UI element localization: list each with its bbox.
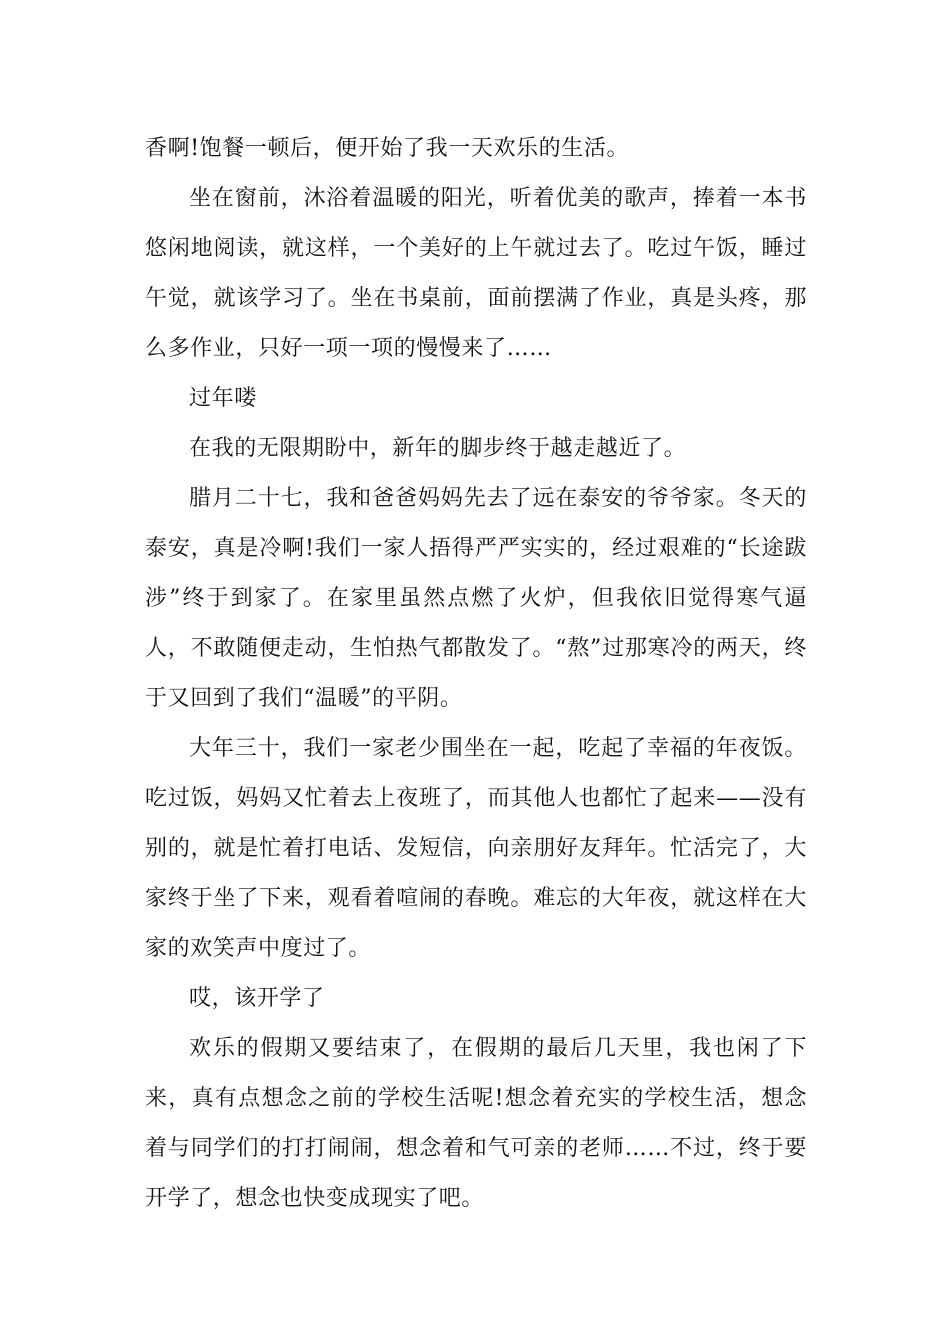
section-heading-new-year: 过年喽 bbox=[189, 386, 257, 411]
paragraph-taian-trip: 腊月二十七，我和爸爸妈妈先去了远在泰安的爷爷家。冬天的泰安，真是冷啊!我们一家人捂得严严实实的，经过艰难的“长途跋涉”终于到家了。在家里虽然点燃了火炉，但我依旧觉得寒气逼人，不敢随便走动，生怕热气都散发了。“熬”过那寒冷的两天，终于又回到了我们“温暖”的平阴。 bbox=[145, 486, 807, 711]
paragraph-morning: 坐在窗前，沐浴着温暖的阳光，听着优美的歌声，捧着一本书悠闲地阅读，就这样，一个美好的上午就过去了。吃过午饭，睡过午觉，就该学习了。坐在书桌前，面前摆满了作业，真是头疼，那么多作业，只好一项一项的慢慢来了…… bbox=[145, 186, 807, 361]
paragraph-continuation: 香啊!饱餐一顿后，便开始了我一天欢乐的生活。 bbox=[145, 136, 630, 161]
document-body bbox=[145, 124, 807, 1224]
paragraph-school-return: 欢乐的假期又要结束了，在假期的最后几天里，我也闲了下来，真有点想念之前的学校生活呢!想念着充实的学校生活，想念着与同学们的打打闹闹，想念着和气可亲的老师……不过，终于要开学了，想念也快变成现实了吧。 bbox=[145, 1036, 807, 1211]
section-heading-school: 哎，该开学了 bbox=[189, 986, 325, 1011]
paragraph-new-year-approach: 在我的无限期盼中，新年的脚步终于越走越近了。 bbox=[189, 436, 687, 461]
paragraph-new-years-eve: 大年三十，我们一家老少围坐在一起，吃起了幸福的年夜饭。吃过饭，妈妈又忙着去上夜班了，而其他人也都忙了起来——没有别的，就是忙着打电话、发短信，向亲朋好友拜年。忙活完了，大家终于坐了下来，观看着喧闹的春晚。难忘的大年夜，就这样在大家的欢笑声中度过了。 bbox=[145, 736, 807, 961]
